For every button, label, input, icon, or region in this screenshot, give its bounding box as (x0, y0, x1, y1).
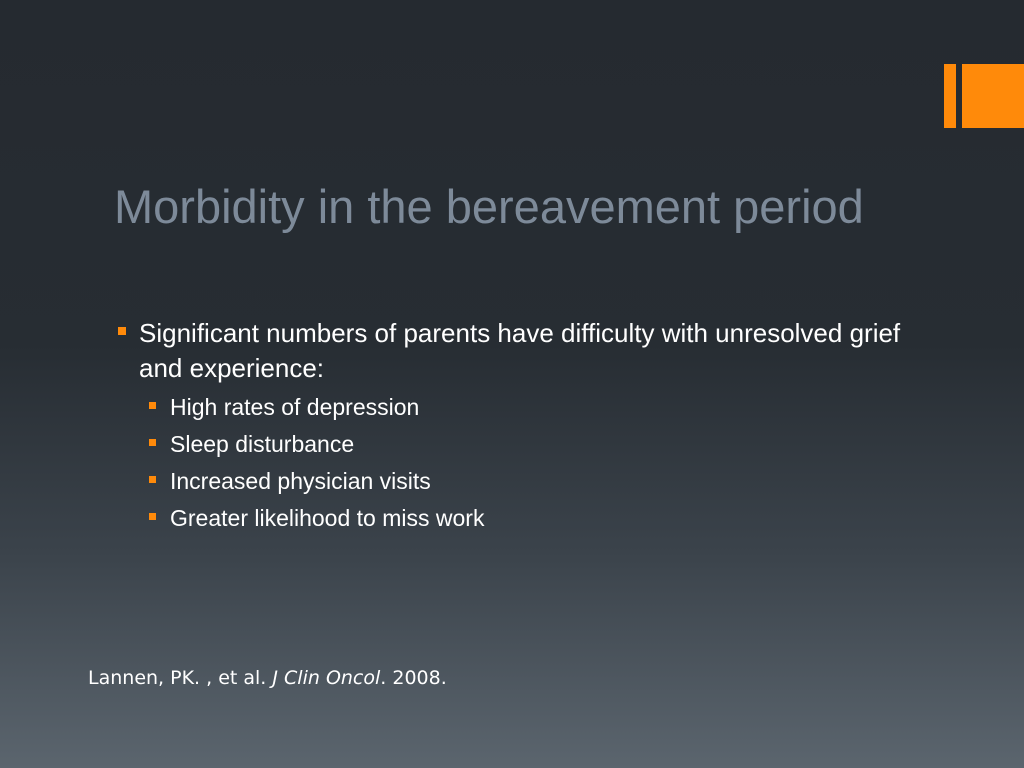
bullet-item (118, 316, 938, 537)
sub-bullet-item (149, 500, 938, 537)
accent-bar-thin (944, 64, 956, 128)
square-bullet-icon (118, 327, 126, 335)
bullet-text: Significant numbers of parents have difficulty with unresolved grief and experience: (139, 318, 901, 383)
sub-bullet-item (149, 463, 938, 500)
square-bullet-icon (149, 476, 156, 483)
sub-bullet-text: Increased physician visits (170, 468, 431, 494)
accent-bar-block (962, 64, 1024, 128)
sub-bullet-list (139, 389, 938, 537)
bullet-list (118, 316, 938, 537)
citation (88, 664, 447, 692)
slide-title: Morbidity in the bereavement period (114, 180, 864, 233)
sub-bullet-item (149, 389, 938, 426)
square-bullet-icon (149, 439, 156, 446)
square-bullet-icon (149, 513, 156, 520)
citation-year: . 2008. (380, 667, 447, 689)
sub-bullet-text: Sleep disturbance (170, 431, 355, 457)
citation-journal: J Clin Oncol (272, 667, 381, 689)
sub-bullet-text: Greater likelihood to miss work (170, 505, 485, 531)
sub-bullet-text: High rates of depression (170, 394, 420, 420)
sub-bullet-item (149, 426, 938, 463)
square-bullet-icon (149, 402, 156, 409)
citation-authors: Lannen, PK. , et al. (88, 667, 273, 689)
